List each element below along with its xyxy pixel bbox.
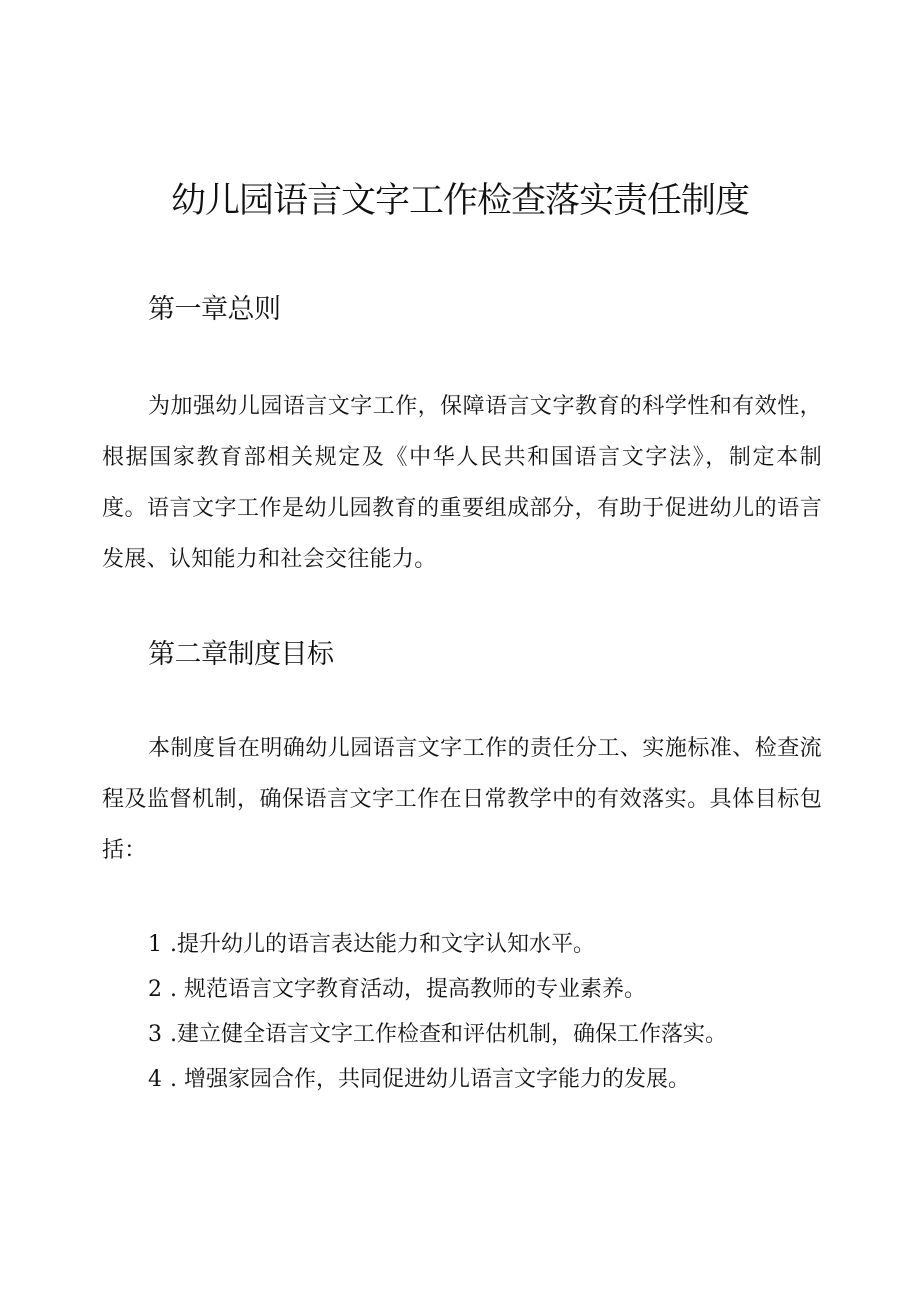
document-title: 幼儿园语言文字工作检查落实责任制度: [170, 181, 749, 221]
goals-list: [148, 922, 727, 1102]
chapter-2-heading: 第二章制度目标: [148, 639, 334, 670]
list-item-number: 4: [148, 1067, 162, 1092]
list-item-text: .提升幼儿的语言表达能力和文字认知水平。: [170, 932, 595, 957]
chapter-1-heading: 第一章总则: [148, 294, 281, 325]
list-item-number: 1: [148, 932, 162, 957]
list-item-number: 2: [148, 977, 162, 1002]
list-item: [148, 922, 727, 967]
list-item: [148, 1012, 727, 1057]
list-item-text: . 增强家园合作，共同促进幼儿语言文字能力的发展。: [170, 1067, 690, 1092]
chapter-2-paragraph: 本制度旨在明确幼儿园语言文字工作的责任分工、实施标准、检查流程及监督机制，确保语言文字工作在日常教学中的有效落实。具体目标包括：: [102, 736, 822, 863]
chapter-1-paragraph: 为加强幼儿园语言文字工作，保障语言文字教育的科学性和有效性，根据国家教育部相关规定及《中华人民共和国语言文字法》，制定本制度。语言文字工作是幼儿园教育的重要组成部分，有助于促进幼儿的语言发展、认知能力和社会交往能力。: [102, 394, 822, 572]
list-item: [148, 967, 727, 1012]
list-item-text: .建立健全语言文字工作检查和评估机制，确保工作落实。: [170, 1022, 727, 1047]
list-item-text: . 规范语言文字教育活动，提高教师的专业素养。: [170, 977, 646, 1002]
list-item-number: 3: [148, 1022, 162, 1047]
list-item: [148, 1057, 727, 1102]
